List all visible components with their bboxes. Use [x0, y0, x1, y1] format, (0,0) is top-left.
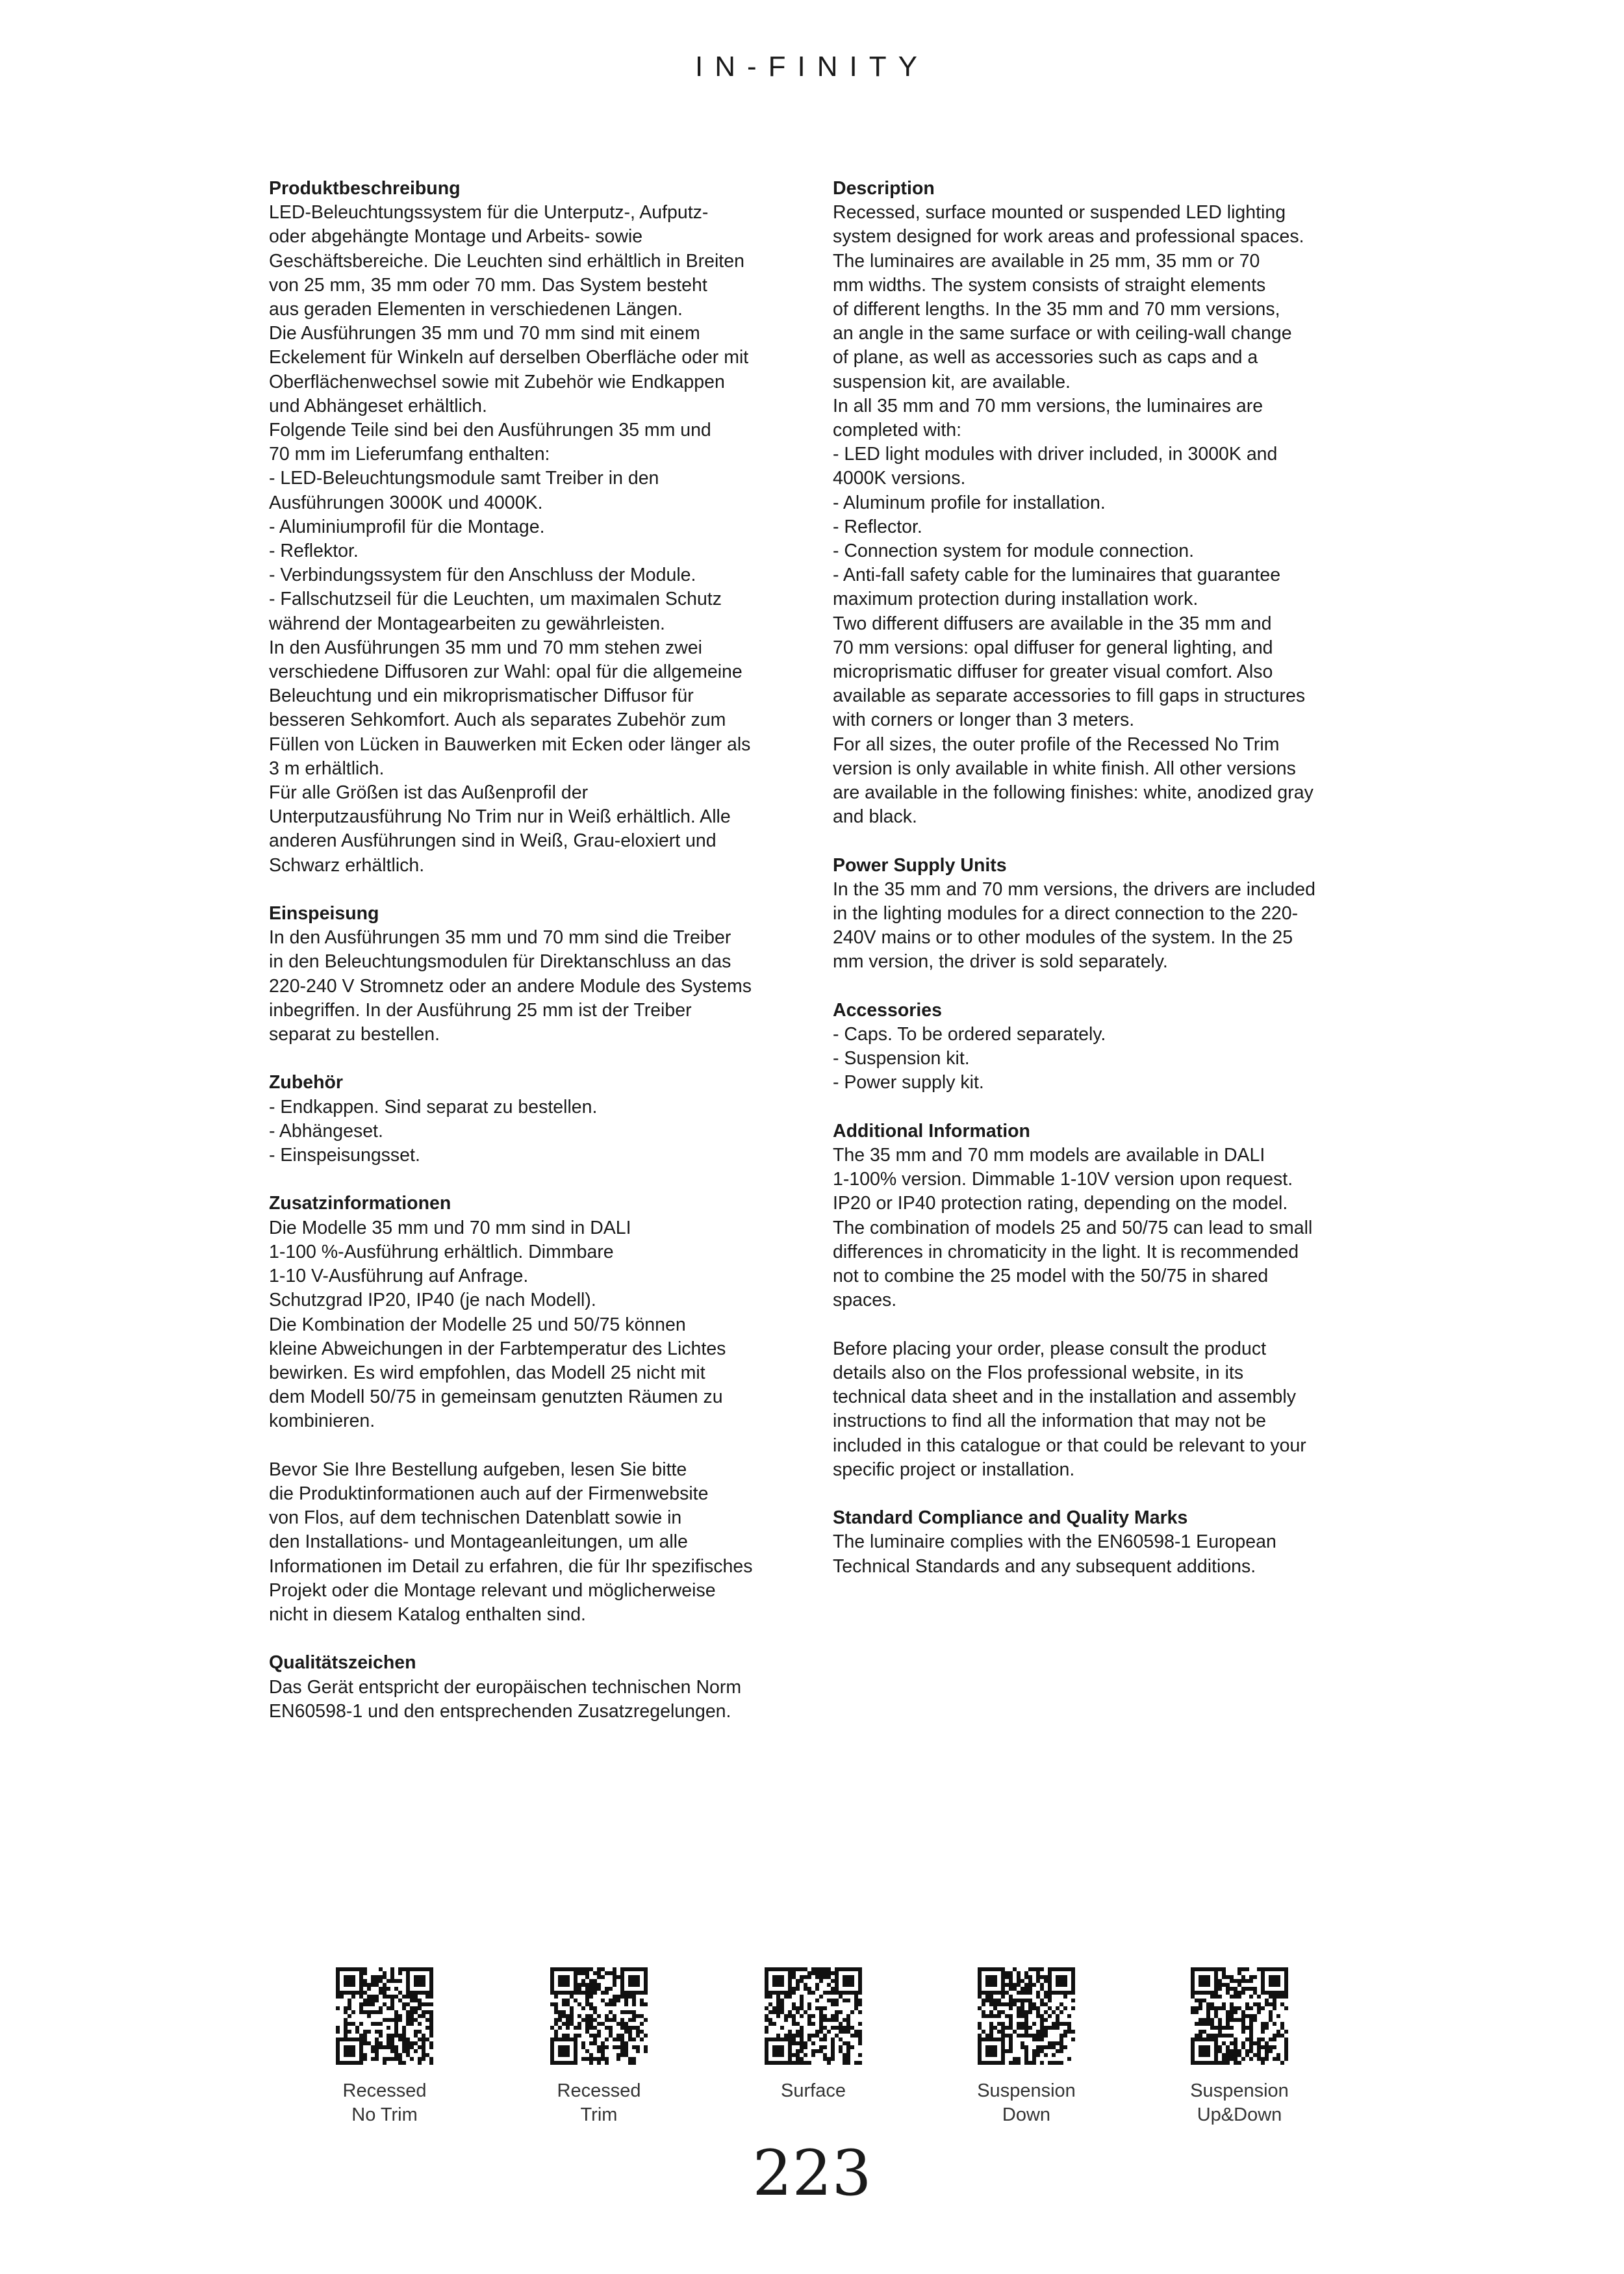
en-heading-description: Description [833, 178, 935, 199]
qr-code-icon[interactable] [336, 1967, 433, 2065]
en-section-power [833, 854, 1365, 975]
qr-suspension-down[interactable] [942, 1967, 1111, 2127]
de-section-description [269, 177, 802, 878]
qr-recessed-trim[interactable] [514, 1967, 683, 2127]
de-text-additional: Die Modelle 35 mm und 70 mm sind in DALI 1-100 %-Ausführung erhältlich. Dimmbare 1-10 V-Ausführung auf Anfrage. Schutzgrad IP20, IP40 (je nach Modell). Die Kombination der Modelle 25 und 50/75 können kleine Abweichungen in der Farbtemperatur des Lichtes bewirken. Es wird empfohlen, das Modell 25 nicht mit dem Modell 50/75 in gemeinsam genutzten Räumen zu kombinieren. [269, 1217, 726, 1432]
qr-label-recessed-no-trim: Recessed No Trim [342, 2080, 427, 2125]
en-text-additional: The 35 mm and 70 mm models are available in DALI 1-100% version. Dimmable 1-10V version upon request. IP20 or IP40 protection rating, depending on the model. The combination of models 25 and 50/75 can lead to small differences in chromaticity in the light. It is recommended not to combine the 25 model with the 50/75 in shared spaces. [833, 1145, 1313, 1311]
de-heading-description: Produktbeschreibung [269, 178, 461, 199]
qr-suspension-up-down[interactable] [1155, 1967, 1324, 2127]
en-section-accessories [833, 999, 1365, 1095]
de-heading-accessories: Zubehör [269, 1072, 343, 1093]
en-heading-accessories: Accessories [833, 999, 942, 1021]
en-heading-compliance: Standard Compliance and Quality Marks [833, 1507, 1188, 1529]
qr-code-icon[interactable] [978, 1967, 1075, 2065]
qr-code-row [0, 1967, 1624, 2136]
en-section-order-note [833, 1337, 1365, 1482]
qr-label-surface: Surface [781, 2080, 846, 2101]
german-column [269, 177, 802, 1748]
de-text-description: LED-Beleuchtungssystem für die Unterputz-, Aufputz- oder abgehängte Montage und Arbeits- sowie Geschäftsbereiche. Die Leuchten sind erhältlich in Breiten von 25 mm, 35 mm oder 70 mm. Das System besteht aus geraden Elementen in verschiedenen Längen. Die Ausführungen 35 mm und 70 mm sind mit einem Eckelement für Winkeln auf derselben Oberfläche oder mit Oberflächenwechsel sowie mit Zubehör wie Endkappen und Abhängeset erhältlich. Folgende Teile sind bei den Ausführungen 35 mm und 70 mm im Lieferumfang enthalten: - LED-Beleuchtungsmodule samt Treiber in den Ausführungen 3000K und 4000K. - Aluminiumprofil für die Montage. - Reflektor. - Verbindungssystem für den Anschluss der Module. - Fallschutzseil für die Leuchten, um maximalen Schutz während der Montagearbeiten zu gewährleisten. In den Ausführungen 35 mm und 70 mm stehen zwei verschiedene Diffusoren zur Wahl: opal für die allgemeine Beleuchtung und ein mikroprismatischer Diffusor für besseren Sehkomfort. Auch als separates Zubehör zum Füllen von Lücken in Bauwerken mit Ecken oder länger als 3 m erhältlich. Für alle Größen ist das Außenprofil der Unterputzausführung No Trim nur in Weiß erhältlich. Alle anderen Ausführungen sind in Weiß, Grau-eloxiert und Schwarz erhältlich. [269, 202, 751, 876]
qr-label-suspension-up-down: Suspension Up&Down [1190, 2080, 1289, 2125]
de-section-accessories [269, 1071, 802, 1168]
en-section-additional [833, 1119, 1365, 1313]
de-heading-additional: Zusatzinformationen [269, 1193, 451, 1214]
qr-label-suspension-down: Suspension Down [977, 2080, 1076, 2125]
qr-surface[interactable] [729, 1967, 898, 2103]
de-text-quality: Das Gerät entspricht der europäischen technischen Norm EN60598-1 und den entsprechenden Zusatzregelungen. [269, 1676, 742, 1722]
en-section-description [833, 177, 1365, 829]
de-text-order-note: Bevor Sie Ihre Bestellung aufgeben, lesen Sie bitte die Produktinformationen auch auf der Firmenwebsite von Flos, auf dem technischen Datenblatt sowie in den Installations- und Montageanleitungen, um alle Informationen im Detail zu erfahren, die für Ihr spezifisches Projekt oder die Montage relevant und möglicherweise nicht in diesem Katalog enthalten sind. [269, 1459, 753, 1625]
qr-code-icon[interactable] [550, 1967, 648, 2065]
en-text-description: Recessed, surface mounted or suspended LED lighting system designed for work areas and professional spaces. The luminaires are available in 25 mm, 35 mm or 70 mm widths. The system consists of straight elements of different lengths. In the 35 mm and 70 mm versions, an angle in the same surface or with ceiling-wall change of plane, as well as accessories such as caps and a suspension kit, are available. In all 35 mm and 70 mm versions, the luminaires are completed with: - LED light modules with driver included, in 3000K and 4000K versions. - Aluminum profile for installation. - Reflector. - Connection system for module connection. - Anti-fall safety cable for the luminaires that guarantee maximum protection during installation work. Two different diffusers are available in the 35 mm and 70 mm versions: opal diffuser for general lighting, and microprismatic diffuser for greater visual comfort. Also available as separate accessories to fill gaps in structures with corners or longer than 3 meters. For all sizes, the outer profile of the Recessed No Trim version is only available in white finish. All other versions are available in the following finishes: white, anodized gray and black. [833, 202, 1313, 828]
en-text-compliance: The luminaire complies with the EN60598-1 European Technical Standards and any subsequent additions. [833, 1531, 1276, 1577]
de-text-power: In den Ausführungen 35 mm und 70 mm sind die Treiber in den Beleuchtungsmodulen für Direktanschluss an das 220-240 V Stromnetz oder an andere Module des Systems inbegriffen. In der Ausführung 25 mm ist der Treiber separat zu bestellen. [269, 927, 752, 1045]
qr-code-icon[interactable] [1191, 1967, 1288, 2065]
de-section-power [269, 902, 802, 1047]
qr-code-icon[interactable] [765, 1967, 862, 2065]
de-text-accessories: - Endkappen. Sind separat zu bestellen. - Abhängeset. - Einspeisungsset. [269, 1096, 598, 1166]
de-section-order-note [269, 1458, 802, 1627]
en-heading-additional: Additional Information [833, 1120, 1030, 1142]
qr-label-recessed-trim: Recessed Trim [557, 2080, 641, 2125]
de-section-additional [269, 1192, 802, 1433]
qr-recessed-no-trim[interactable] [300, 1967, 469, 2127]
de-heading-quality: Qualitätszeichen [269, 1652, 416, 1674]
brand-title: IN-FINITY [695, 51, 929, 83]
en-text-accessories: - Caps. To be ordered separately. - Suspension kit. - Power supply kit. [833, 1024, 1106, 1093]
en-text-power: In the 35 mm and 70 mm versions, the drivers are included in the lighting modules for a direct connection to the 220- 240V mains or to other modules of the system. In the 25 mm version, the driver is sold separately. [833, 878, 1315, 973]
page-number: 223 [752, 2137, 872, 2210]
english-column [833, 177, 1365, 1603]
en-section-compliance [833, 1506, 1365, 1579]
de-heading-power: Einspeisung [269, 903, 379, 925]
en-heading-power: Power Supply Units [833, 854, 1007, 876]
en-text-order-note: Before placing your order, please consult the product details also on the Flos professional website, in its technical data sheet and in the installation and assembly instructions to find all the information that may not be included in this catalogue or that could be relevant to your specific project or installation. [833, 1338, 1306, 1480]
de-section-quality [269, 1651, 802, 1724]
